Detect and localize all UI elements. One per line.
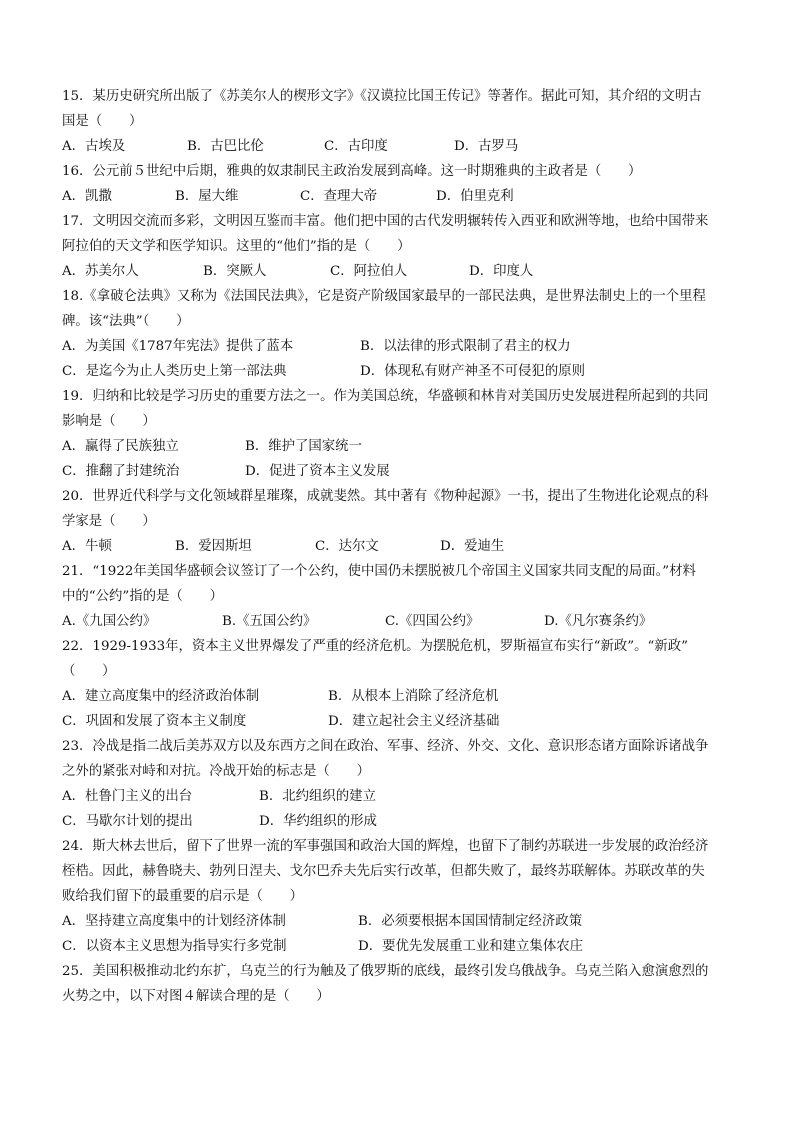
question-22-option-d: D．建立起社会主义经济基础 (328, 714, 500, 729)
question-24-line-1: 24．斯大林去世后，留下了世界一流的军事强国和政治大国的辉煌，也留下了制约苏联进一步发展的政治经济 (62, 839, 709, 854)
question-20-option-a: A．牛顿 (62, 539, 112, 554)
question-23-option-b: B．北约组织的建立 (259, 789, 376, 804)
question-15-option-c: C．古印度 (324, 139, 388, 154)
question-21-line-1: 21．“1922年美国华盛顿会议签订了一个公约，使中国仍未摆脱被几个帝国主义国家共同支配的局面。”材料 (62, 564, 696, 579)
question-17-option-c: C．阿拉伯人 (330, 264, 408, 279)
question-19-line-2: 影响是（ ） (62, 414, 156, 429)
question-18-option-b: B．以法律的形式限制了君主的权力 (360, 339, 571, 354)
question-21-option-a: A.《九国公约》 (62, 614, 157, 629)
question-20-line-2: 学家是（ ） (62, 514, 156, 529)
question-16-option-d: D．伯里克利 (436, 189, 514, 204)
question-15-option-a: A．古埃及 (62, 139, 126, 154)
question-22-option-c: C．巩固和发展了资本主义制度 (62, 714, 247, 729)
question-24-option-b: B．必须要根据本国国情制定经济政策 (358, 914, 583, 929)
question-17-line-2: 阿拉伯的天文学和医学知识。这里的“他们”指的是（ ） (62, 239, 411, 254)
question-21-line-2: 中的“公约”指的是（ ） (62, 589, 223, 604)
question-19-option-d: D．促进了资本主义发展 (245, 464, 390, 479)
question-19-option-c: C．推翻了封建统治 (62, 464, 180, 479)
question-15-line-1: 15．某历史研究所出版了《苏美尔人的楔形文字》《汉谟拉比国王传记》等著作。据此可知，其介绍的文明古 (62, 89, 702, 104)
question-24-option-d: D．要优先发展重工业和建立集体农庄 (358, 939, 583, 954)
question-20-option-d: D．爱迪生 (440, 539, 505, 554)
question-19-option-a: A．赢得了民族独立 (62, 439, 179, 454)
question-16-option-c: C．查理大帝 (300, 189, 378, 204)
question-19-line-1: 19．归纳和比较是学习历史的重要方法之一。作为美国总统，华盛顿和林肯对美国历史发展进程所起到的共同 (62, 389, 709, 404)
question-20-line-1: 20．世界近代科学与文化领域群星璀璨，成就斐然。其中著有《物种起源》一书，提出了生物进化论观点的科 (62, 489, 709, 504)
question-17-option-a: A．苏美尔人 (62, 264, 139, 279)
question-24-option-a: A．坚持建立高度集中的计划经济体制 (62, 914, 286, 929)
question-20-option-b: B．爱因斯坦 (175, 539, 252, 554)
question-23-option-d: D．华约组织的形成 (259, 814, 377, 829)
question-18-option-d: D．体现私有财产神圣不可侵犯的原则 (360, 364, 585, 379)
question-25-line-2: 火势之中，以下对图４解读合理的是（ ） (62, 989, 330, 1004)
question-16-option-a: A．凯撒 (62, 189, 112, 204)
question-23-option-a: A．杜鲁门主义的出台 (62, 789, 193, 804)
question-18-line-1: 18.《拿破仑法典》又称为《法国民法典》，它是资产阶级国家最早的一部民法典，是世界法制史上的一个里程 (62, 289, 706, 304)
question-15-option-d: D．古罗马 (454, 139, 519, 154)
question-17-option-d: D．印度人 (469, 264, 534, 279)
question-21-option-b: B.《五国公约》 (222, 614, 317, 629)
question-19-option-b: B．维护了国家统一 (245, 439, 362, 454)
question-15-line-2: 国是（ ） (62, 114, 143, 129)
question-18-option-c: C．是迄今为止人类历史上第一部法典 (62, 364, 287, 379)
question-22-option-b: B．从根本上消除了经济危机 (328, 689, 499, 704)
question-24-line-3: 败给我们留下的最重要的启示是（ ） (62, 889, 304, 904)
question-24-line-2: 桎梏。因此，赫鲁晓夫、勃列日涅夫、戈尔巴乔夫先后实行改革，但都失败了，最终苏联解体。苏联改革的失 (62, 864, 705, 879)
question-22-line-1: 22．1929-1933年，资本主义世界爆发了严重的经济危机。为摆脱危机，罗斯福宣布实行“新政”。“新政” (62, 639, 688, 654)
question-24-option-c: C．以资本主义思想为指导实行多党制 (62, 939, 287, 954)
question-22-option-a: A．建立高度集中的经济政治体制 (62, 689, 260, 704)
question-21-option-c: C.《四国公约》 (385, 614, 480, 629)
question-20-option-c: C．达尔文 (315, 539, 379, 554)
question-18-option-a: A．为美国《1787年宪法》提供了蓝本 (62, 339, 294, 354)
question-17-line-1: 17．文明因交流而多彩，文明因互鉴而丰富。他们把中国的古代发明辗转传入西亚和欧洲等地，也给中国带来 (62, 214, 709, 229)
question-23-line-1: 23．冷战是指二战后美苏双方以及东西方之间在政治、军事、经济、外交、文化、意识形态诸方面除诉诸战争 (62, 739, 709, 754)
question-17-option-b: B．突厥人 (203, 264, 267, 279)
question-22-line-2: （ ） (62, 664, 116, 679)
question-21-option-d: D.《凡尔赛条约》 (544, 614, 653, 629)
question-18-line-2: 碑。该“法典”（ ） (62, 314, 190, 329)
question-16-option-b: B．屋大维 (175, 189, 239, 204)
question-23-line-2: 之外的紧张对峙和对抗。冷战开始的标志是（ ） (62, 764, 370, 779)
question-23-option-c: C．马歇尔计划的提出 (62, 814, 193, 829)
question-16-line-1: 16．公元前５世纪中后期，雅典的奴隶制民主政治发展到高峰。这一时期雅典的主政者是（ ） (62, 164, 642, 179)
question-15-option-b: B．古巴比伦 (187, 139, 264, 154)
question-25-line-1: 25．美国积极推动北约东扩，乌克兰的行为触及了俄罗斯的底线，最终引发乌俄战争。乌克兰陷入愈演愈烈的 (62, 964, 709, 979)
